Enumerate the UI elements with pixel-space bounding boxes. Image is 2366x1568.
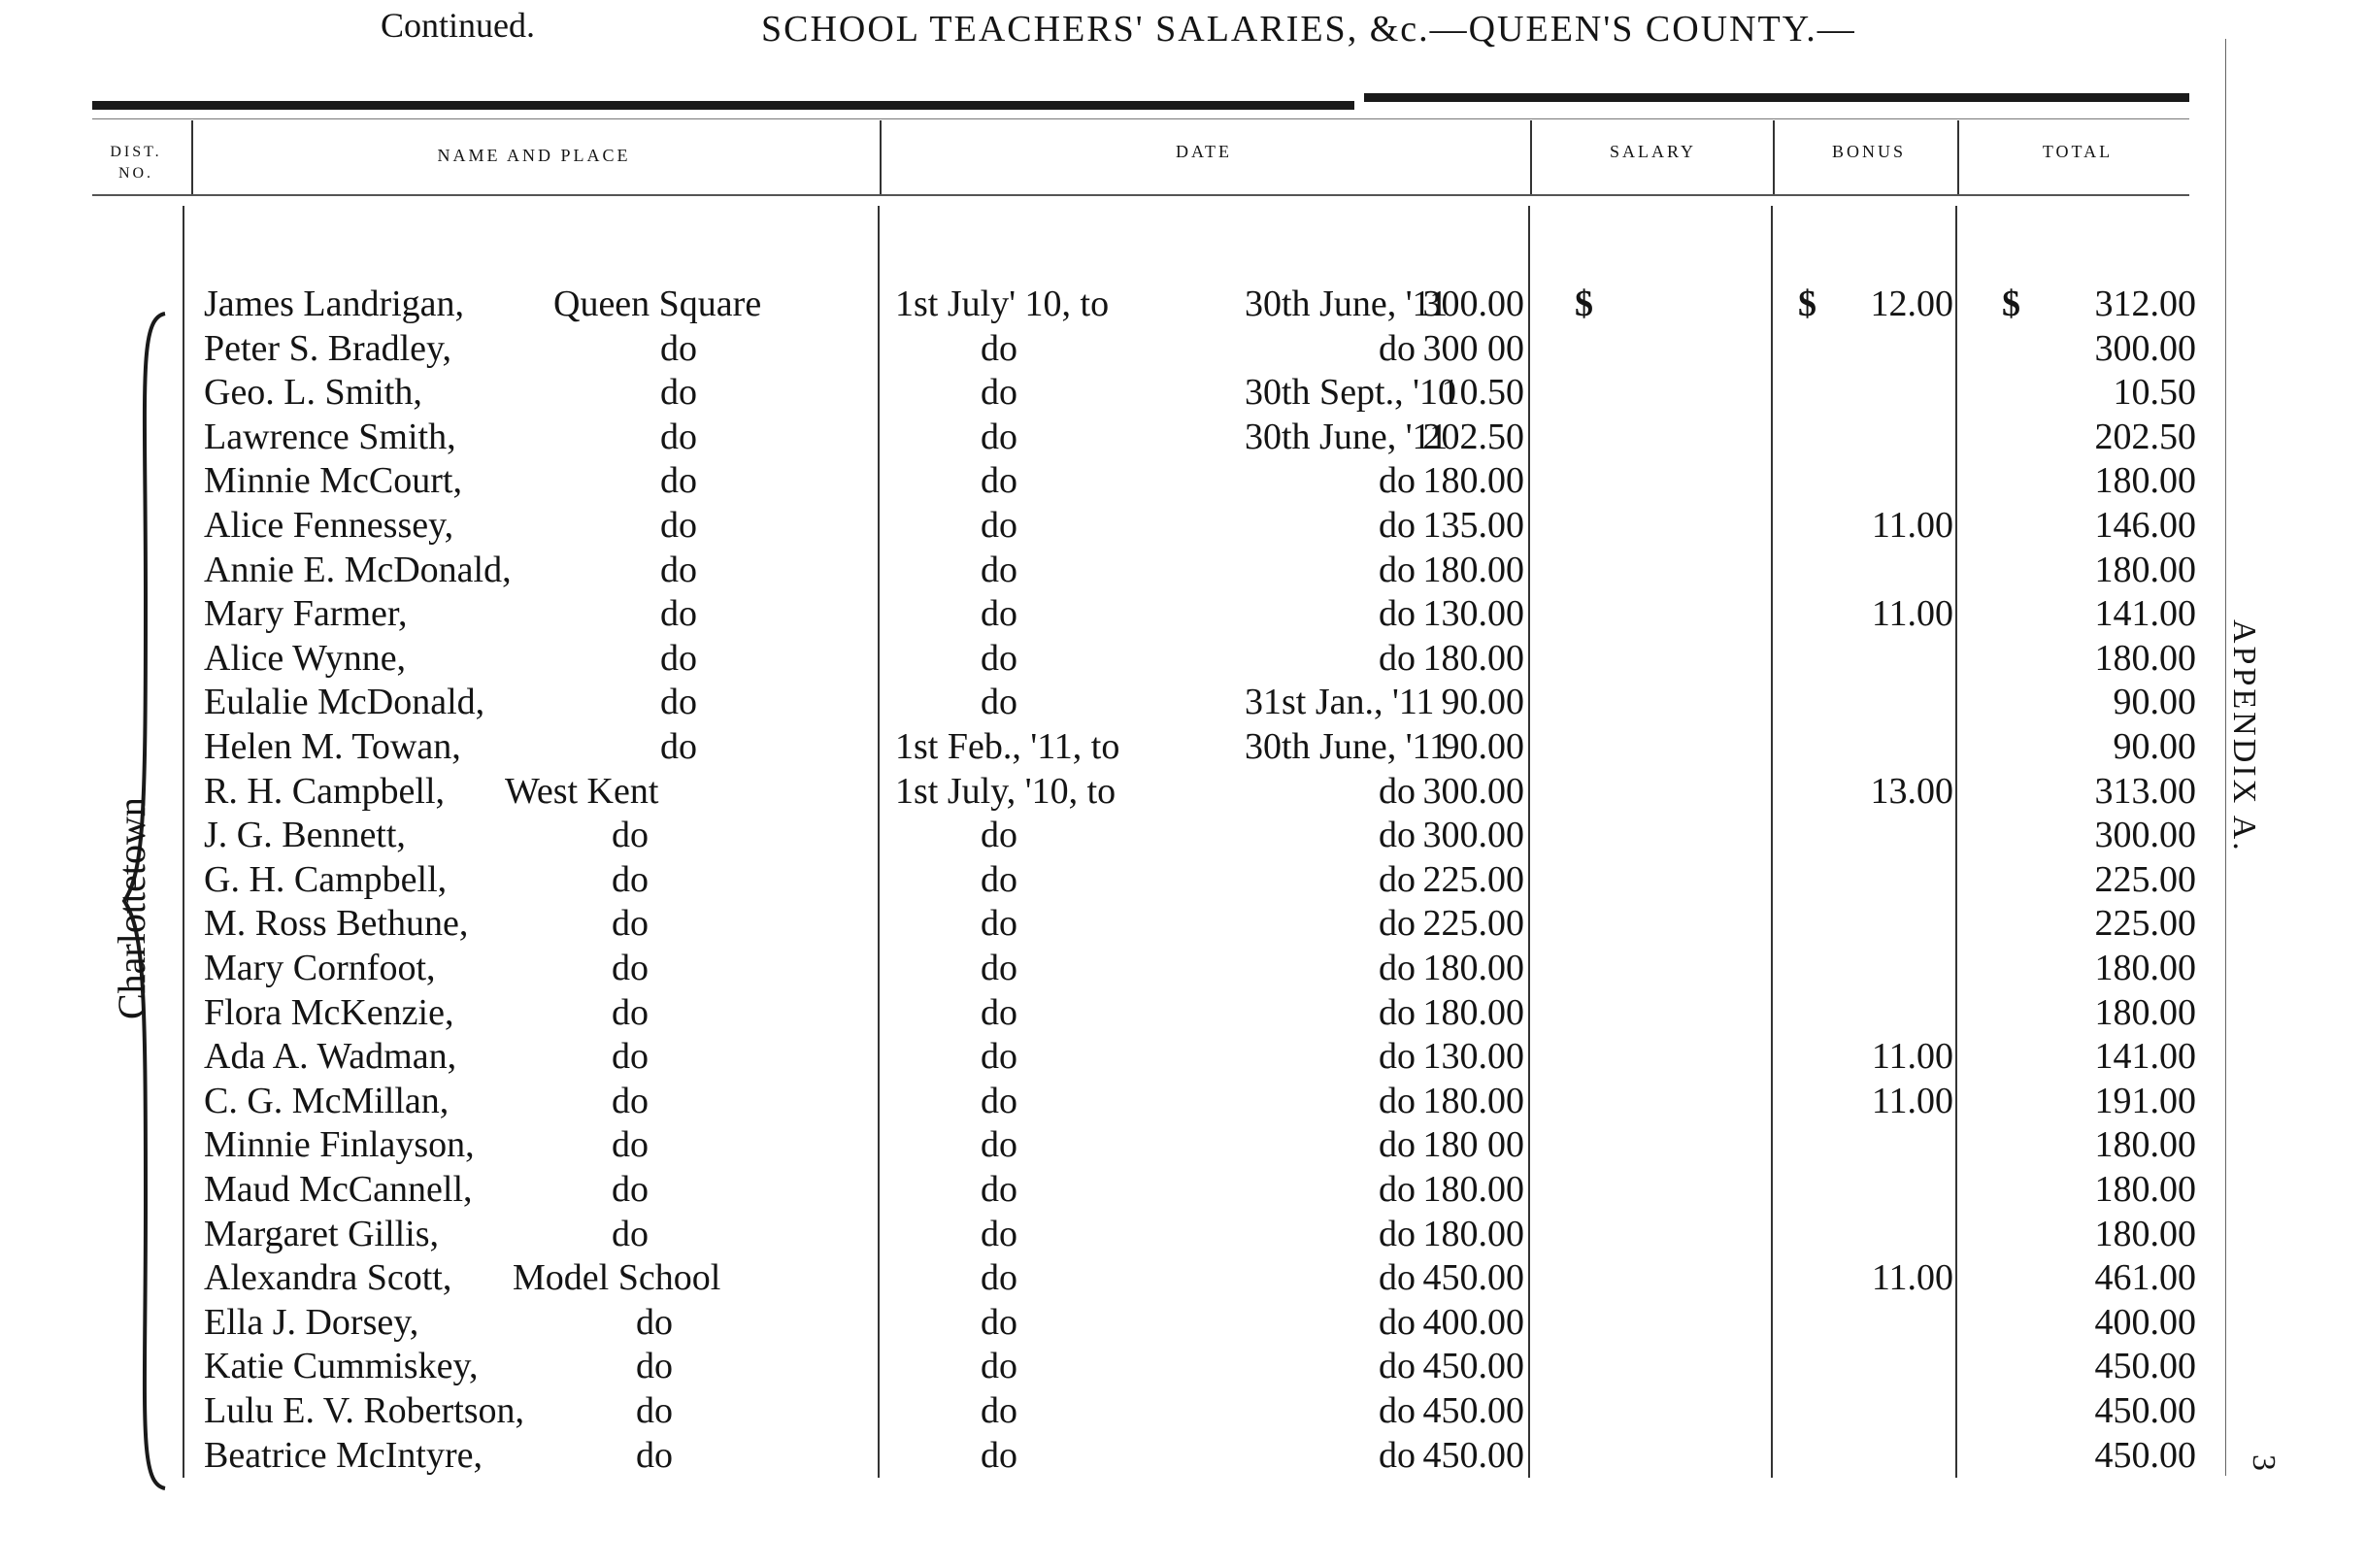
- salary-value: 180.00: [1422, 1080, 1524, 1121]
- place-name: do: [660, 549, 697, 590]
- header-sep-5: [1957, 120, 1959, 194]
- date-from: do: [981, 505, 1017, 546]
- salary-value: 400.00: [1422, 1301, 1524, 1343]
- date-from: do: [981, 1257, 1017, 1299]
- salary-value: 180.00: [1422, 549, 1524, 590]
- place-name: do: [660, 372, 697, 414]
- bonus-dollar-sign: $: [1798, 284, 1816, 324]
- header-salary: SALARY: [1609, 142, 1696, 161]
- salary-value: 225.00: [1422, 858, 1524, 900]
- date-from: do: [981, 858, 1017, 900]
- date-to: do: [1379, 505, 1416, 546]
- salary-value: 300.00: [1422, 770, 1524, 812]
- salary-value: 130.00: [1422, 593, 1524, 635]
- teacher-name: M. Ross Bethune,: [204, 903, 469, 945]
- header-bottom-rule: [92, 194, 2189, 196]
- place-name: do: [612, 903, 649, 945]
- place-name: do: [660, 460, 697, 502]
- date-to: do: [1379, 770, 1416, 812]
- header-sep-1: [191, 120, 193, 194]
- teacher-name: Peter S. Bradley,: [204, 327, 452, 369]
- header-name: NAME AND PLACE: [437, 146, 631, 165]
- date-to: do: [1379, 327, 1416, 369]
- place-name: do: [612, 1213, 649, 1254]
- salary-value: 300 00: [1422, 327, 1524, 369]
- salary-value: 10.50: [1441, 372, 1524, 414]
- table-row: [0, 503, 2366, 548]
- total-value: 461.00: [2094, 1257, 2196, 1299]
- date-from: do: [981, 327, 1017, 369]
- table-row: [0, 1122, 2366, 1167]
- place-name: do: [612, 858, 649, 900]
- table-row: [0, 591, 2366, 636]
- teacher-name: Annie E. McDonald,: [204, 549, 512, 590]
- salary-value: 180.00: [1422, 1169, 1524, 1210]
- date-from: do: [981, 1124, 1017, 1166]
- table-row: [0, 813, 2366, 857]
- date-to: do: [1379, 637, 1416, 679]
- header-rule-right: [1364, 93, 2189, 102]
- teacher-name: Minnie Finlayson,: [204, 1124, 475, 1166]
- salary-value: 180.00: [1422, 1213, 1524, 1254]
- teacher-name: Katie Cummiskey,: [204, 1346, 479, 1387]
- total-value: 180.00: [2094, 991, 2196, 1033]
- date-from: do: [981, 1080, 1017, 1121]
- place-name: do: [612, 1124, 649, 1166]
- table-row: [0, 548, 2366, 592]
- date-from: do: [981, 1169, 1017, 1210]
- date-to: do: [1379, 858, 1416, 900]
- date-to: do: [1379, 593, 1416, 635]
- date-from: do: [981, 1213, 1017, 1254]
- date-from: do: [981, 948, 1017, 988]
- place-name: do: [660, 416, 697, 457]
- salary-value: 450.00: [1422, 1434, 1524, 1476]
- date-to: do: [1379, 1036, 1416, 1078]
- header-dist-no: [87, 142, 184, 184]
- teacher-name: Alice Wynne,: [204, 637, 407, 679]
- date-to: do: [1379, 903, 1416, 945]
- place-name: Queen Square: [553, 284, 762, 324]
- date-from: do: [981, 815, 1017, 856]
- date-to: 30th June, '11: [1245, 284, 1449, 324]
- place-name: do: [612, 1080, 649, 1121]
- date-to: do: [1379, 549, 1416, 590]
- place-name: do: [636, 1301, 673, 1343]
- date-to: 30th Sept., '10: [1245, 372, 1456, 414]
- total-dollar-sign: $: [2002, 284, 2020, 324]
- total-value: 191.00: [2094, 1080, 2196, 1121]
- salary-value: 90.00: [1441, 682, 1524, 723]
- salary-value: 450.00: [1422, 1257, 1524, 1299]
- salary-value: 225.00: [1422, 903, 1524, 945]
- date-from: do: [981, 637, 1017, 679]
- table-row: [0, 636, 2366, 681]
- teacher-name: Flora McKenzie,: [204, 991, 454, 1033]
- total-value: 180.00: [2094, 1169, 2196, 1210]
- table-row: [0, 415, 2366, 459]
- header-total: TOTAL: [2042, 142, 2114, 161]
- place-name: do: [660, 327, 697, 369]
- table-row: [0, 1167, 2366, 1212]
- salary-value: 180 00: [1422, 1124, 1524, 1166]
- date-from: do: [981, 991, 1017, 1033]
- date-from: do: [981, 903, 1017, 945]
- table-row: [0, 1344, 2366, 1388]
- salary-value: 450.00: [1422, 1346, 1524, 1387]
- date-to: do: [1379, 1124, 1416, 1166]
- bonus-value: 11.00: [1871, 1080, 1953, 1121]
- salary-value: 450.00: [1422, 1390, 1524, 1431]
- place-name: do: [660, 726, 697, 767]
- table-row: [0, 901, 2366, 946]
- teacher-name: Maud McCannell,: [204, 1169, 473, 1210]
- teacher-name: Ella J. Dorsey,: [204, 1301, 419, 1343]
- total-value: 400.00: [2094, 1301, 2196, 1343]
- date-from: do: [981, 1301, 1017, 1343]
- header-dist-line2: NO.: [117, 165, 154, 182]
- salary-value: 300.00: [1422, 815, 1524, 856]
- salary-value: 135.00: [1422, 505, 1524, 546]
- total-value: 180.00: [2094, 1213, 2196, 1254]
- date-from: 1st July' 10, to: [895, 284, 1110, 324]
- date-to: 30th June, '11: [1245, 726, 1449, 767]
- salary-value: 130.00: [1422, 1036, 1524, 1078]
- header-bonus: BONUS: [1831, 142, 1906, 161]
- date-to: do: [1379, 1301, 1416, 1343]
- total-value: 225.00: [2094, 903, 2196, 945]
- place-name: do: [612, 815, 649, 856]
- header-sep-3: [1530, 120, 1532, 194]
- place-name: do: [660, 682, 697, 723]
- place-name: do: [636, 1390, 673, 1431]
- teacher-name: James Landrigan,: [204, 284, 465, 324]
- title-continued: Continued.: [381, 6, 535, 45]
- date-to: 30th June, '11: [1245, 416, 1449, 457]
- date-to: do: [1379, 948, 1416, 988]
- teacher-name: Margaret Gillis,: [204, 1213, 440, 1254]
- table-row: [0, 1388, 2366, 1433]
- bonus-value: 13.00: [1870, 770, 1953, 812]
- total-value: 141.00: [2094, 1036, 2196, 1078]
- table-row: [0, 946, 2366, 990]
- place-name: do: [612, 1169, 649, 1210]
- date-from: do: [981, 682, 1017, 723]
- place-name: do: [636, 1434, 673, 1476]
- place-name: do: [612, 991, 649, 1033]
- table-row: [0, 370, 2366, 415]
- table-row: [0, 1300, 2366, 1345]
- header-rule-left: [92, 101, 1354, 110]
- date-to: do: [1379, 991, 1416, 1033]
- place-name: West Kent: [505, 770, 659, 812]
- place-name: Model School: [513, 1257, 721, 1299]
- bonus-value: 11.00: [1871, 505, 1953, 546]
- total-value: 146.00: [2094, 505, 2196, 546]
- total-value: 450.00: [2094, 1346, 2196, 1387]
- total-value: 141.00: [2094, 593, 2196, 635]
- place-name: do: [612, 948, 649, 988]
- date-from: do: [981, 549, 1017, 590]
- date-to: do: [1379, 1390, 1416, 1431]
- header-sep-4: [1773, 120, 1775, 194]
- date-from: do: [981, 1390, 1017, 1431]
- bonus-value: 11.00: [1871, 593, 1953, 635]
- header-date: DATE: [1176, 142, 1232, 161]
- salary-value: 180.00: [1422, 991, 1524, 1033]
- salary-dollar-sign: $: [1575, 284, 1593, 324]
- district-label: Charlottetown: [110, 797, 153, 1019]
- table-row: [0, 857, 2366, 902]
- bonus-value: 11.00: [1871, 1036, 1953, 1078]
- salary-value: 180.00: [1422, 948, 1524, 988]
- place-name: do: [660, 593, 697, 635]
- date-to: do: [1379, 460, 1416, 502]
- date-from: do: [981, 372, 1017, 414]
- table-row: [0, 1079, 2366, 1123]
- date-from: do: [981, 1434, 1017, 1476]
- teacher-name: Mary Cornfoot,: [204, 948, 436, 988]
- teacher-name: Mary Farmer,: [204, 593, 408, 635]
- total-value: 450.00: [2094, 1390, 2196, 1431]
- teacher-name: Alice Fennessey,: [204, 505, 454, 546]
- total-value: 90.00: [2113, 726, 2196, 767]
- page-number: 3: [2246, 1454, 2282, 1471]
- total-value: 225.00: [2094, 858, 2196, 900]
- total-value: 313.00: [2094, 770, 2196, 812]
- date-from: do: [981, 593, 1017, 635]
- place-name: do: [612, 1036, 649, 1078]
- total-value: 450.00: [2094, 1434, 2196, 1476]
- header-top-thin-rule: [92, 118, 2189, 119]
- date-to: do: [1379, 1257, 1416, 1299]
- teacher-name: Eulalie McDonald,: [204, 682, 485, 723]
- teacher-name: Helen M. Towan,: [204, 726, 461, 767]
- total-value: 90.00: [2113, 682, 2196, 723]
- table-row: [0, 990, 2366, 1035]
- date-to: 31st Jan., '11: [1245, 682, 1435, 723]
- total-value: 180.00: [2094, 948, 2196, 988]
- salary-value: 180.00: [1422, 637, 1524, 679]
- bonus-value: 12.00: [1870, 284, 1953, 324]
- date-to: do: [1379, 1080, 1416, 1121]
- appendix-label: APPENDIX A.: [2226, 619, 2262, 853]
- total-value: 300.00: [2094, 815, 2196, 856]
- teacher-name: Geo. L. Smith,: [204, 372, 422, 414]
- total-value: 180.00: [2094, 549, 2196, 590]
- teacher-name: J. G. Bennett,: [204, 815, 406, 856]
- date-to: do: [1379, 1169, 1416, 1210]
- place-name: do: [660, 505, 697, 546]
- table-row: [0, 1433, 2366, 1478]
- date-from: do: [981, 1036, 1017, 1078]
- table-row: [0, 769, 2366, 814]
- place-name: do: [660, 637, 697, 679]
- table-row: [0, 458, 2366, 503]
- date-to: do: [1379, 1213, 1416, 1254]
- table-row: [0, 326, 2366, 371]
- table-row: [0, 282, 2366, 326]
- date-from: 1st Feb., '11, to: [895, 726, 1120, 767]
- bonus-value: 11.00: [1871, 1257, 1953, 1299]
- title-main: SCHOOL TEACHERS' SALARIES, &c.—QUEEN'S COUNTY.—: [761, 9, 1856, 50]
- header-sep-2: [880, 120, 882, 194]
- place-name: do: [636, 1346, 673, 1387]
- date-from: 1st July, '10, to: [895, 770, 1116, 812]
- table-row: [0, 1255, 2366, 1300]
- total-value: 300.00: [2094, 327, 2196, 369]
- teacher-name: Lawrence Smith,: [204, 416, 456, 457]
- date-from: do: [981, 1346, 1017, 1387]
- total-value: 312.00: [2094, 284, 2196, 324]
- salary-value: 300.00: [1422, 284, 1524, 324]
- teacher-name: C. G. McMillan,: [204, 1080, 450, 1121]
- teacher-name: G. H. Campbell,: [204, 858, 448, 900]
- teacher-name: Minnie McCourt,: [204, 460, 462, 502]
- teacher-name: Beatrice McIntyre,: [204, 1434, 483, 1476]
- teacher-name: Ada A. Wadman,: [204, 1036, 457, 1078]
- table-row: [0, 724, 2366, 769]
- total-value: 202.50: [2094, 416, 2196, 457]
- header-dist-line1: DIST.: [110, 144, 162, 160]
- table-row: [0, 1034, 2366, 1079]
- total-value: 180.00: [2094, 637, 2196, 679]
- salary-value: 202.50: [1422, 416, 1524, 457]
- table-row: [0, 1212, 2366, 1256]
- teacher-name: Alexandra Scott,: [204, 1257, 452, 1299]
- date-to: do: [1379, 1346, 1416, 1387]
- total-value: 10.50: [2113, 372, 2196, 414]
- date-to: do: [1379, 815, 1416, 856]
- table-row: [0, 680, 2366, 724]
- date-to: do: [1379, 1434, 1416, 1476]
- date-from: do: [981, 460, 1017, 502]
- teacher-name: Lulu E. V. Robertson,: [204, 1390, 525, 1431]
- total-value: 180.00: [2094, 1124, 2196, 1166]
- total-value: 180.00: [2094, 460, 2196, 502]
- teacher-name: R. H. Campbell,: [204, 770, 446, 812]
- salary-value: 180.00: [1422, 460, 1524, 502]
- date-from: do: [981, 416, 1017, 457]
- salary-value: 90.00: [1441, 726, 1524, 767]
